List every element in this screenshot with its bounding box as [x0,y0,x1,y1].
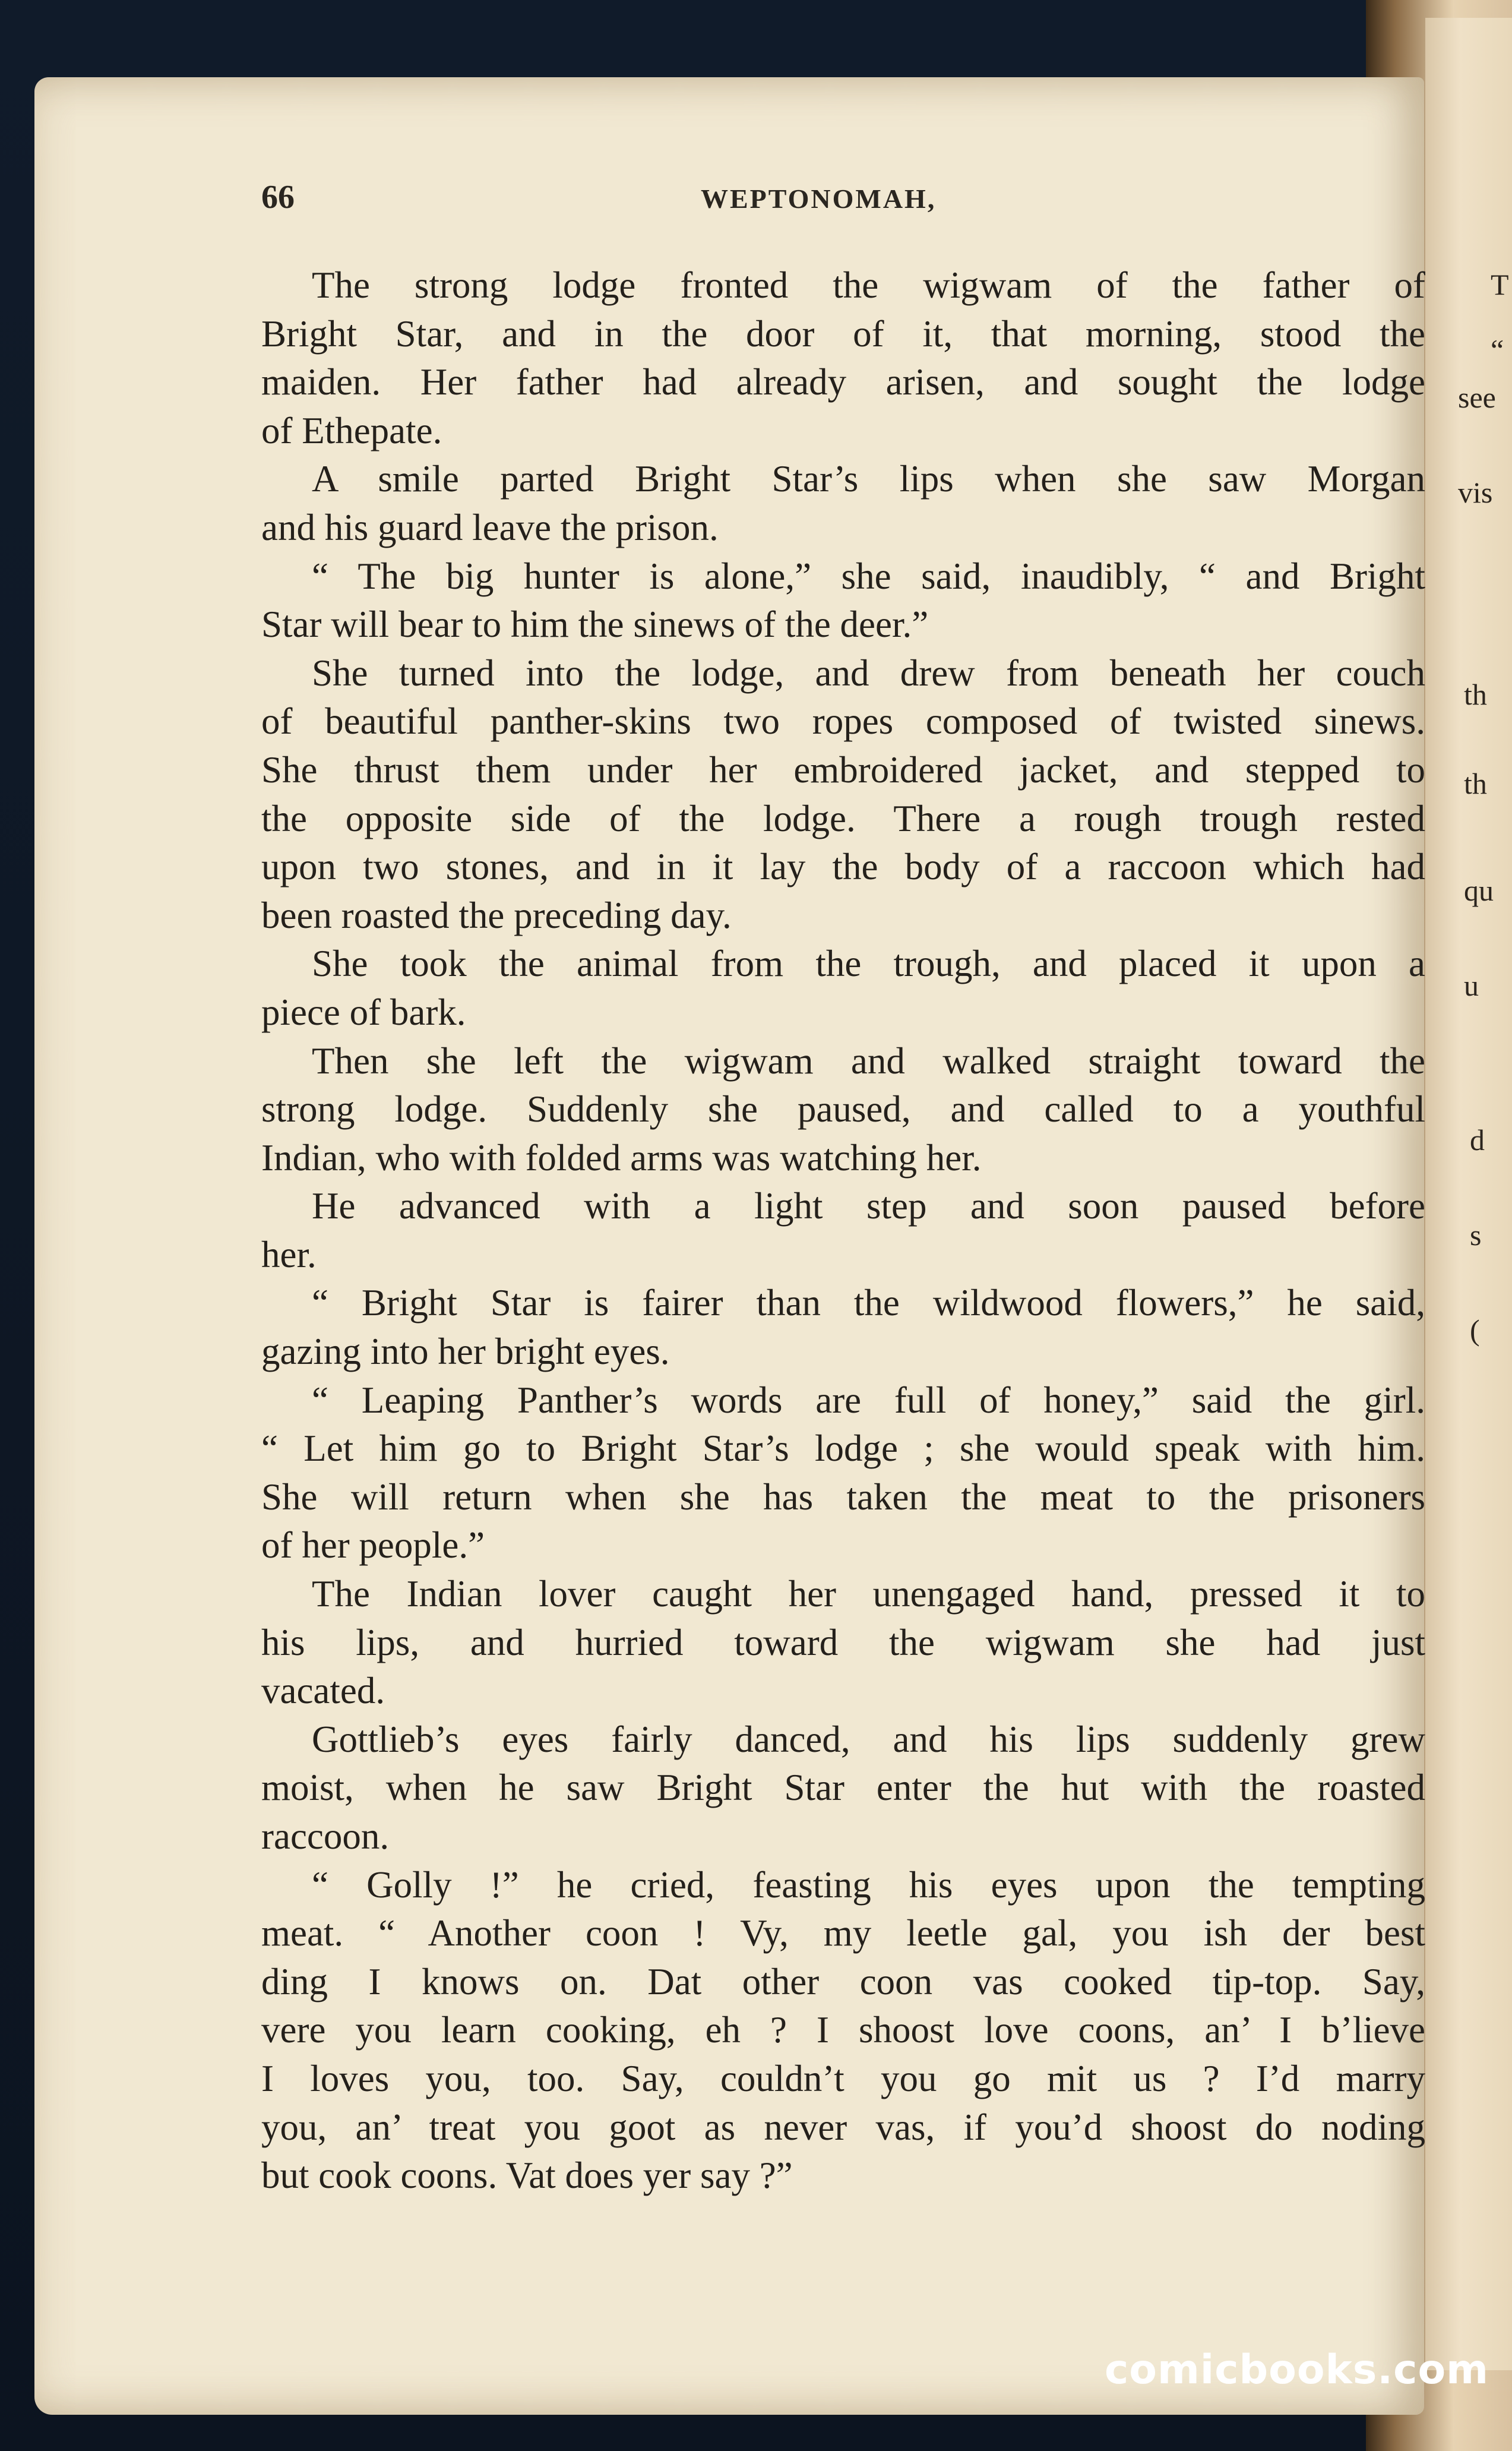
text-line: She thrust them under her embroidered jacket, and stepped to [261,748,1425,791]
running-head: WEPTONOMAH, [701,184,937,214]
text-line: of beautiful panther-skins two ropes composed of twisted sinews. [261,700,1425,743]
text-line: “ The big hunter is alone,” she said, inaudibly, “ and Bright [312,555,1425,597]
text-line: Gottlieb’s eyes fairly danced, and his lips suddenly grew [312,1718,1425,1760]
text-line: Then she left the wigwam and walked straight toward the [312,1040,1425,1082]
text-line: She turned into the lodge, and drew from beneath her couch [312,652,1425,694]
text-line: moist, when he saw Bright Star enter the hut with the roasted [261,1767,1425,1809]
text-line: strong lodge. Suddenly she paused, and called to a youthful [261,1088,1425,1130]
text-line: The Indian lover caught her unengaged hand, pressed it to [312,1573,1425,1615]
text-line: her. [261,1233,317,1275]
facing-fragment: see [1458,381,1496,414]
text-line: his lips, and hurried toward the wigwam she had just [261,1621,1425,1663]
text-line: She will return when she has taken the meat to the prisoners [261,1476,1425,1518]
page-header [261,178,1425,226]
facing-fragment: d [1470,1123,1485,1157]
text-line: The strong lodge fronted the wigwam of the father of [312,264,1425,306]
text-line: vacated. [261,1670,385,1712]
facing-fragment: T [1491,268,1509,301]
text-line: meat. “ Another coon ! Vy, my leetle gal, you ish der best [261,1912,1425,1954]
text-line: gazing into her bright eyes. [261,1331,670,1373]
text-line: been roasted the preceding day. [261,894,732,936]
facing-fragment: “ [1491,333,1504,367]
text-line: ding I knows on. Dat other coon vas cooked tip-top. Say, [261,1960,1425,2003]
facing-fragment: qu [1464,874,1494,907]
facing-fragment: ( [1470,1313,1480,1347]
text-line: and his guard leave the prison. [261,506,719,548]
text-line: maiden. Her father had already arisen, and sought the lodge [261,361,1425,403]
text-line: upon two stones, and in it lay the body of a raccoon which had [261,846,1425,888]
text-line: raccoon. [261,1815,390,1857]
text-line: the opposite side of the lodge. There a rough trough rested [261,797,1425,839]
text-line: vere you learn cooking, eh ? I shoost love coons, an’ I b’lieve [261,2009,1425,2051]
text-line: of her people.” [261,1524,485,1566]
facing-page-text-fragments [1458,0,1512,2451]
text-line: Indian, who with folded arms was watching her. [261,1136,982,1179]
facing-fragment: vis [1458,476,1493,509]
facing-fragment: th [1464,767,1487,800]
text-line: A smile parted Bright Star’s lips when she saw Morgan [312,458,1425,500]
text-line: “ Bright Star is fairer than the wildwood flowers,” he said, [312,1282,1425,1324]
text-line: She took the animal from the trough, and placed it upon a [312,943,1425,985]
text-line: piece of bark. [261,991,466,1033]
text-line: you, an’ treat you goot as never vas, if you’d shoost do noding [261,2106,1425,2148]
body-text [261,261,1425,2200]
text-line: Bright Star, and in the door of it, that morning, stood the [261,312,1425,355]
text-line: “ Let him go to Bright Star’s lodge ; she would speak with him. [261,1427,1425,1470]
text-line: “ Leaping Panther’s words are full of honey,” said the girl. [312,1379,1425,1421]
text-line: of Ethepate. [261,409,442,451]
text-line: I loves you, too. Say, couldn’t you go mit us ? I’d marry [261,2057,1425,2099]
page-number: 66 [261,179,295,216]
site-watermark: comicbooks.com [1105,2346,1489,2393]
text-line: Star will bear to him the sinews of the deer.” [261,604,929,646]
text-line: He advanced with a light step and soon paused before [312,1185,1425,1227]
facing-fragment: u [1464,969,1479,1002]
text-line: “ Golly !” he cried, feasting his eyes upon the tempting [312,1863,1425,1906]
facing-fragment: s [1470,1218,1482,1252]
facing-fragment: th [1464,678,1487,711]
text-line: but cook coons. Vat does yer say ?” [261,2155,793,2197]
